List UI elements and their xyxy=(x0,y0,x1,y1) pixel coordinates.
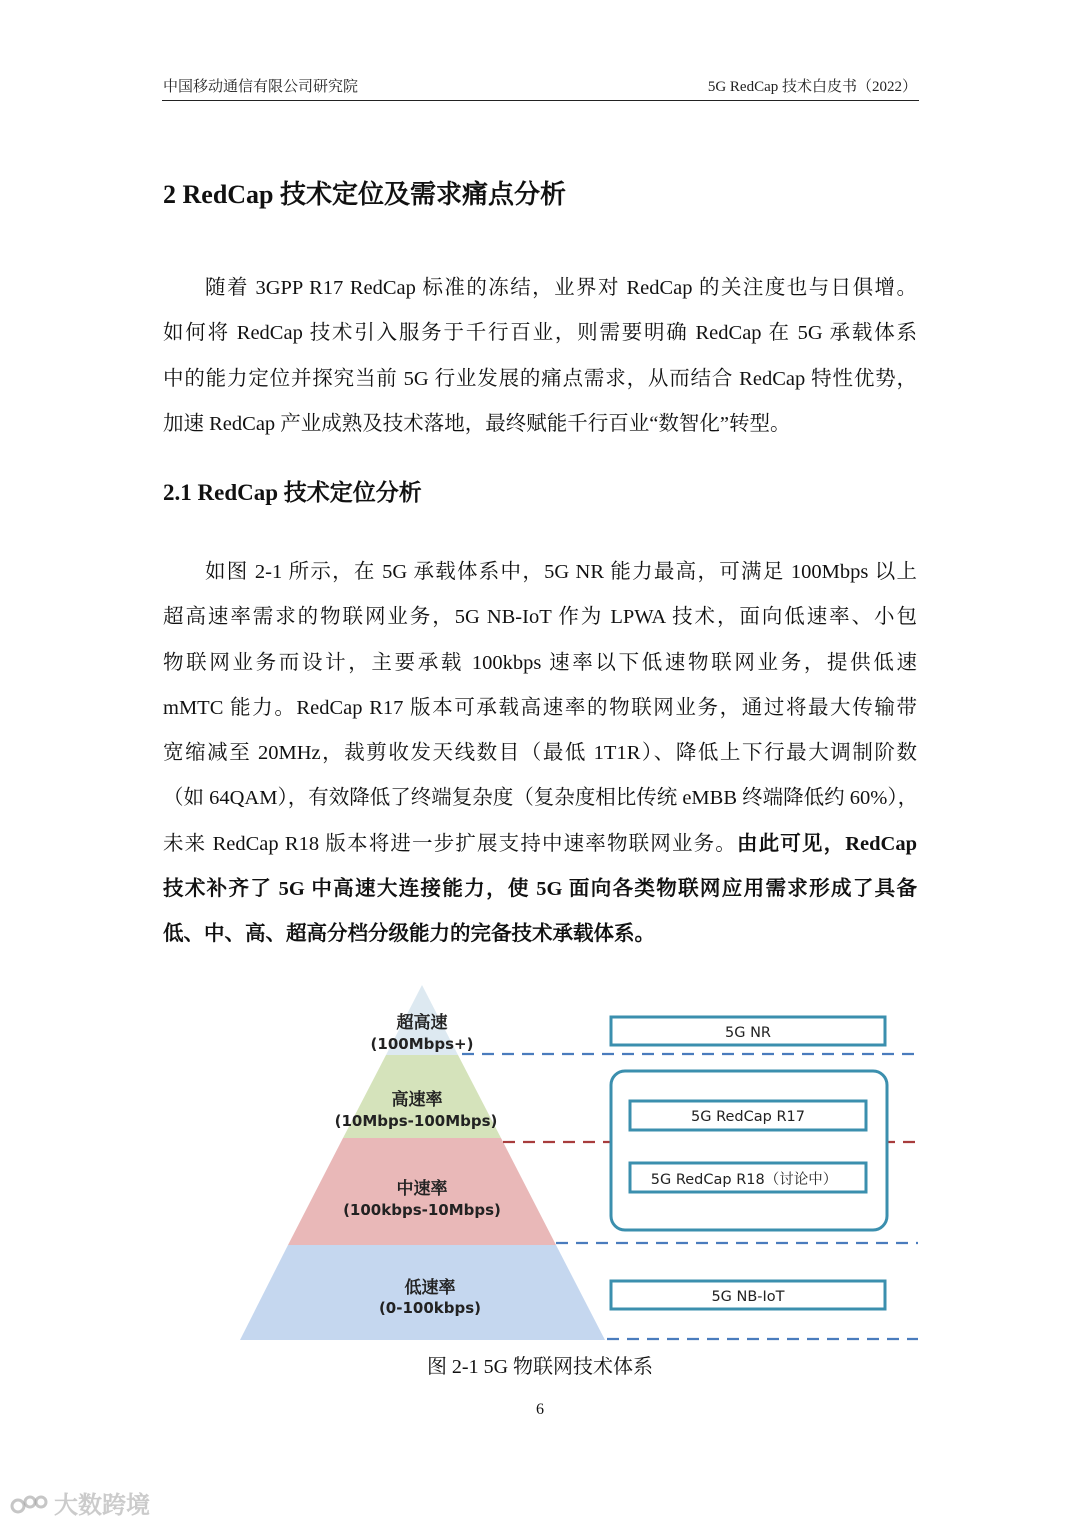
paragraph-line: 中的能力定位并探究当前 5G 行业发展的痛点需求，从而结合 RedCap 特性优势， xyxy=(163,367,917,390)
watermark-logo-icon xyxy=(10,1492,50,1518)
paragraph-line xyxy=(163,822,917,867)
iot-tech-system-figure xyxy=(0,975,1080,1347)
tier-label: 超高速 xyxy=(396,1013,448,1033)
box-label: 5G RedCap R17 xyxy=(691,1109,805,1125)
paragraph-line: 如何将 RedCap 技术引入服务于千行百业，则需要明确 RedCap 在 5G 承载体系 xyxy=(163,322,917,345)
paragraph-line: mMTC 能力。RedCap R17 版本可承载高速率的物联网业务，通过将最大传输带 xyxy=(163,696,917,719)
watermark-text: 大数跨境 xyxy=(54,1491,150,1519)
box-label: 5G NB-IoT xyxy=(711,1289,785,1305)
paragraph-line: 如图 2-1 所示，在 5G 承载体系中，5G NR 能力最高，可满足 100Mbps 以上 xyxy=(205,561,917,583)
paragraph-2 xyxy=(163,550,917,958)
watermark xyxy=(10,1490,150,1520)
tier-range: (100kbps-10Mbps) xyxy=(343,1201,501,1219)
paragraph-line: 加速 RedCap 产业成熟及技术落地，最终赋能千行百业“数智化”转型。 xyxy=(163,412,791,435)
figure-caption: 图 2-1 5G 物联网技术体系 xyxy=(426,1356,654,1378)
paragraph-line-emphasis: 技术补齐了 5G 中高速大连接能力，使 5G 面向各类物联网应用需求形成了具备 xyxy=(163,878,917,901)
tier-label: 中速率 xyxy=(396,1179,448,1199)
header-org: 中国移动通信有限公司研究院 xyxy=(163,79,359,95)
subsection-title: 2.1 RedCap 技术定位分析 xyxy=(163,480,422,505)
box-label: 5G NR xyxy=(725,1025,771,1041)
paragraph-line: （如 64QAM），有效降低了终端复杂度（复杂度相比传统 eMBB 终端降低约 60%）， xyxy=(163,787,919,810)
paragraph-1 xyxy=(163,266,917,447)
emphasis-text: 由此可见，RedCap xyxy=(736,832,917,855)
line-text: 未来 RedCap R18 版本将进一步扩展支持中速率物联网业务。 xyxy=(163,832,737,855)
header-doc-title: 5G RedCap 技术白皮书（2022） xyxy=(707,79,917,95)
header-rule xyxy=(162,100,919,101)
box-label: 5G RedCap R18（讨论中） xyxy=(650,1172,838,1188)
paragraph-line: 随着 3GPP R17 RedCap 标准的冻结，业界对 RedCap 的关注度也与日俱增。 xyxy=(205,277,917,299)
page-number: 6 xyxy=(536,1401,544,1418)
section-title: 2 RedCap 技术定位及需求痛点分析 xyxy=(163,180,567,209)
tier-label: 低速率 xyxy=(404,1278,456,1298)
redcap-group-box xyxy=(611,1071,887,1230)
paragraph-line: 超高速率需求的物联网业务，5G NB-IoT 作为 LPWA 技术，面向低速率、小包 xyxy=(163,606,917,629)
tier-label: 高速率 xyxy=(391,1090,443,1110)
tier-range: (0-100kbps) xyxy=(378,1299,482,1317)
tier-range: (100Mbps+) xyxy=(370,1035,474,1053)
paragraph-line: 宽缩减至 20MHz，裁剪收发天线数目（最低 1T1R）、降低上下行最大调制阶数 xyxy=(163,742,917,765)
paragraph-line: 物联网业务而设计，主要承载 100kbps 速率以下低速物联网业务，提供低速 xyxy=(163,651,917,674)
paragraph-line-emphasis: 低、中、高、超高分档分级能力的完备技术承载体系。 xyxy=(163,923,655,946)
tier-range: (10Mbps-100Mbps) xyxy=(334,1112,498,1130)
